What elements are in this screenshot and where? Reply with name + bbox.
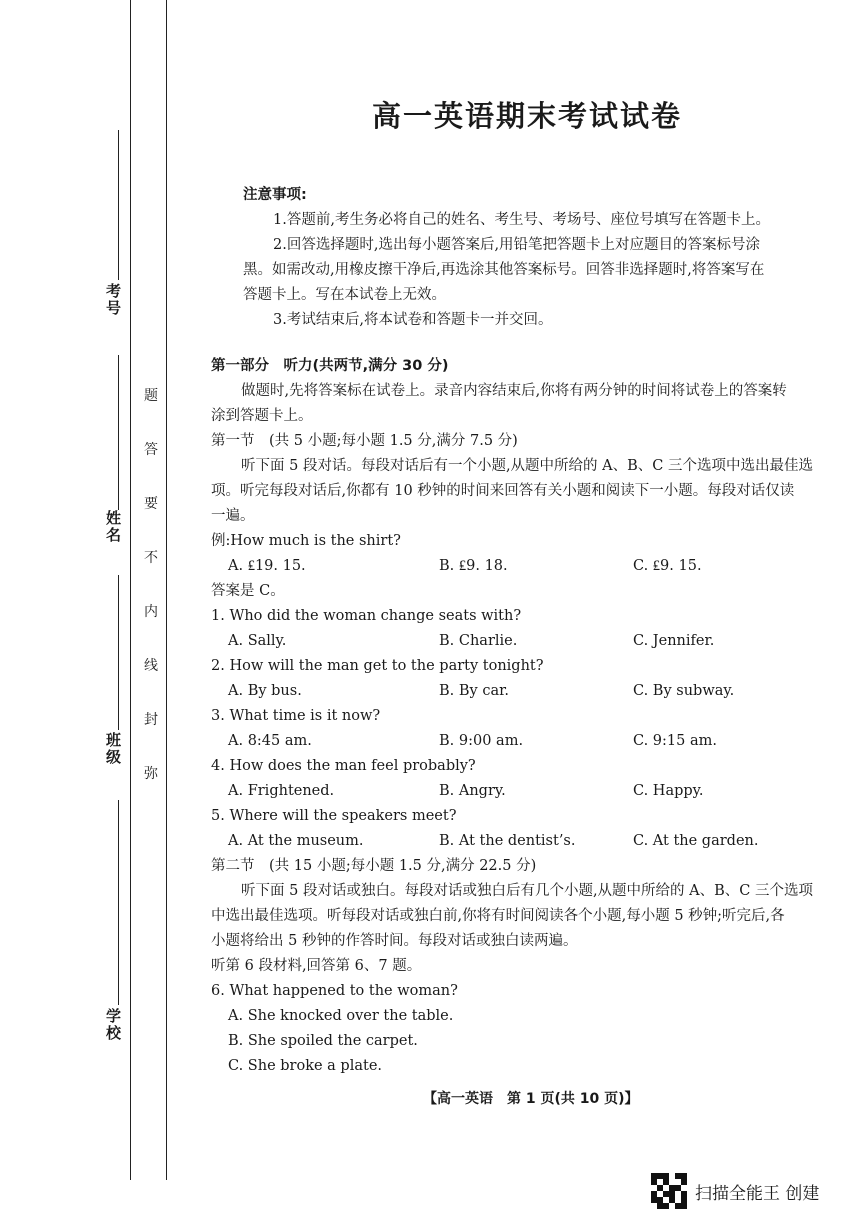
seal-char: 要 bbox=[144, 496, 158, 512]
question-stem: 2. How will the man get to the party tonight? bbox=[211, 658, 544, 674]
option-b: B. She spoiled the carpet. bbox=[228, 1033, 418, 1049]
binding-line-outer bbox=[130, 0, 131, 1180]
seal-char: 弥 bbox=[144, 766, 158, 782]
exam-no-label: 考号 bbox=[104, 283, 122, 317]
option-b: B. By car. bbox=[439, 683, 510, 699]
option-c: C. Jennifer. bbox=[633, 633, 715, 649]
school-label: 学校 bbox=[104, 1008, 122, 1042]
scanner-watermark bbox=[651, 1172, 819, 1210]
notice-item: 3.考试结束后,将本试卷和答题卡一并交回。 bbox=[273, 312, 553, 328]
watermark-text: 扫描全能王 创建 bbox=[695, 1183, 820, 1204]
option-b: B. 9:00 am. bbox=[439, 733, 524, 749]
seal-char: 封 bbox=[144, 712, 158, 728]
option-b: B. Charlie. bbox=[439, 633, 518, 649]
seal-char: 线 bbox=[144, 658, 158, 674]
part1-intro: 涂到答题卡上。 bbox=[211, 408, 313, 424]
question-stem: 6. What happened to the woman? bbox=[211, 983, 458, 999]
school-blank bbox=[118, 800, 119, 1005]
option-c: C. By subway. bbox=[633, 683, 735, 699]
section2-intro: 中选出最佳选项。听每段对话或独白前,你将有时间阅读各个小题,每小题 5 秒钟;听完后,各 bbox=[211, 908, 785, 924]
section2-heading: 第二节 (共 15 小题;每小题 1.5 分,满分 22.5 分) bbox=[211, 858, 537, 874]
question-options bbox=[211, 779, 861, 804]
question-options bbox=[211, 829, 861, 854]
question-stem: 4. How does the man feel probably? bbox=[211, 758, 476, 774]
section1-intro: 项。听完每段对话后,你都有 10 秒钟的时间来回答有关小题和阅读下一小题。每段对话仅读 bbox=[211, 483, 795, 499]
section1-intro: 一遍。 bbox=[211, 508, 255, 524]
question-options bbox=[211, 679, 861, 704]
option-c: C. At the garden. bbox=[633, 833, 759, 849]
option-b: B. At the dentist’s. bbox=[439, 833, 576, 849]
exam-content bbox=[211, 354, 861, 1079]
notice-item: 黑。如需改动,用橡皮擦干净后,再选涂其他答案标号。回答非选择题时,将答案写在 bbox=[243, 262, 765, 278]
seal-char: 内 bbox=[144, 604, 158, 620]
name-blank bbox=[118, 355, 119, 510]
section1-heading: 第一节 (共 5 小题;每小题 1.5 分,满分 7.5 分) bbox=[211, 433, 518, 449]
option-c: C. ₤9. 15. bbox=[633, 558, 702, 574]
material-instruction: 听第 6 段材料,回答第 6、7 题。 bbox=[211, 958, 422, 974]
seal-char: 不 bbox=[144, 550, 158, 566]
option-c: C. She broke a plate. bbox=[228, 1058, 383, 1074]
page-footer: 【高一英语 第 1 页(共 10 页)】 bbox=[423, 1091, 639, 1107]
seal-char: 答 bbox=[144, 442, 158, 458]
name-label: 姓名 bbox=[104, 510, 122, 544]
notice-item: 答题卡上。写在本试卷上无效。 bbox=[243, 287, 446, 303]
question-stem: 5. Where will the speakers meet? bbox=[211, 808, 457, 824]
seal-char: 题 bbox=[144, 388, 158, 404]
example-answer: 答案是 C。 bbox=[211, 583, 285, 599]
option-a: A. Sally. bbox=[228, 633, 287, 649]
option-c: C. Happy. bbox=[633, 783, 704, 799]
exam-no-blank bbox=[118, 130, 119, 280]
section2-intro: 小题将给出 5 秒钟的作答时间。每段对话或独白读两遍。 bbox=[211, 933, 578, 949]
part1-intro: 做题时,先将答案标在试卷上。录音内容结束后,你将有两分钟的时间将试卷上的答案转 bbox=[241, 383, 787, 399]
question-options bbox=[211, 629, 861, 654]
binding-line-inner bbox=[166, 0, 167, 1180]
class-label: 班级 bbox=[104, 732, 122, 766]
page-title: 高一英语期末考试试卷 bbox=[372, 99, 683, 133]
option-b: B. Angry. bbox=[439, 783, 506, 799]
section1-intro: 听下面 5 段对话。每段对话后有一个小题,从题中所给的 A、B、C 三个选项中选出最佳选 bbox=[241, 458, 813, 474]
option-a: A. At the museum. bbox=[228, 833, 364, 849]
notice-block bbox=[243, 183, 833, 333]
notice-item: 1.答题前,考生务必将自己的姓名、考生号、考场号、座位号填写在答题卡上。 bbox=[273, 212, 770, 228]
question-stem: 1. Who did the woman change seats with? bbox=[211, 608, 522, 624]
qr-code-icon bbox=[651, 1173, 687, 1209]
option-a: A. By bus. bbox=[228, 683, 302, 699]
question-options bbox=[211, 729, 861, 754]
example-question: 例:How much is the shirt? bbox=[211, 533, 401, 549]
option-a: A. Frightened. bbox=[228, 783, 335, 799]
part1-heading: 第一部分 听力(共两节,满分 30 分) bbox=[211, 358, 449, 374]
option-a: A. 8:45 am. bbox=[228, 733, 312, 749]
class-blank bbox=[118, 575, 119, 730]
section2-intro: 听下面 5 段对话或独白。每段对话或独白后有几个小题,从题中所给的 A、B、C 三个选项 bbox=[241, 883, 813, 899]
question-stem: 3. What time is it now? bbox=[211, 708, 381, 724]
seal-warning bbox=[141, 385, 161, 817]
example-options bbox=[211, 554, 861, 579]
option-b: B. ₤9. 18. bbox=[439, 558, 508, 574]
notice-heading: 注意事项: bbox=[243, 187, 307, 203]
option-a: A. ₤19. 15. bbox=[228, 558, 306, 574]
notice-item: 2.回答选择题时,选出每小题答案后,用铅笔把答题卡上对应题目的答案标号涂 bbox=[273, 237, 761, 253]
option-c: C. 9:15 am. bbox=[633, 733, 717, 749]
option-a: A. She knocked over the table. bbox=[228, 1008, 454, 1024]
